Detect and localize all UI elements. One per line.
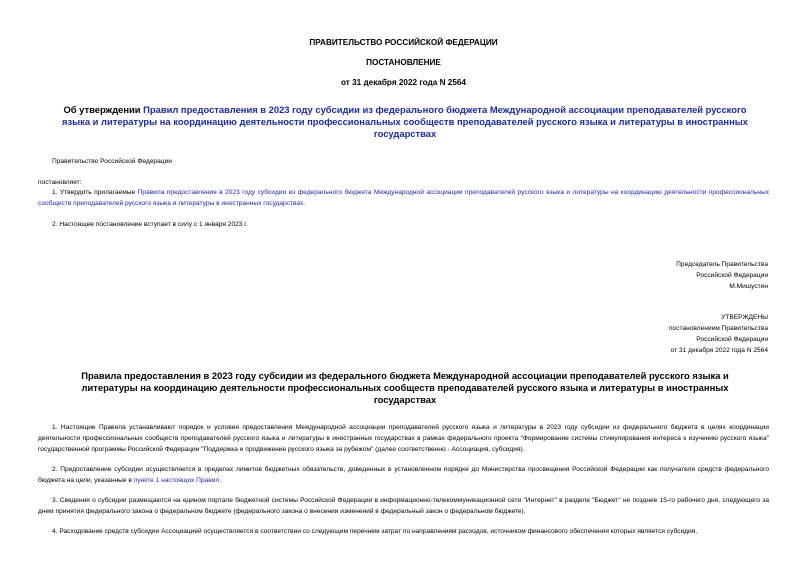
paragraph-1-prefix: 1. Утвердить прилагаемые [52, 189, 138, 196]
signature-country: Российской Федерации [696, 272, 768, 279]
rules-title: Правила предоставления в 2023 году субсидии из федерального бюджета Международной ассоциации преподавателей русского языка и литературы на координацию деятельности профессиональных сообществ преподавателей русского языка и литературы в иностранных государствах [81, 370, 729, 405]
rules-paragraph-2 [38, 464, 769, 486]
approval-line-1: УТВЕРЖДЕНЫ [721, 314, 768, 321]
document-date-number: от 31 декабря 2022 года N 2564 [341, 78, 466, 87]
document-title-prefix: Об утверждении [63, 104, 144, 115]
rules-link[interactable]: Правила предоставления в 2023 году субсидии из федерального бюджета Международной ассоциации преподавателей русского языка и литературы на координацию деятельности профессиональных сообществ преподавателей русского языка и литературы в иностранных государствах. [38, 189, 769, 207]
signature-title: Председатель Правительства [676, 261, 768, 268]
government-line: Правительство Российской Федерации [52, 158, 172, 165]
rules-paragraph-2-prefix: 2. Предоставление субсидии осуществляется в пределах лимитов бюджетных обязательств, доведенных в установленном порядке до Министерства просвещения Российской Федерации как получателя средств федерального бюджета на цели, указанные в [38, 466, 769, 484]
approval-line-4: от 31 декабря 2022 года N 2564 [670, 347, 768, 354]
government-header: ПРАВИТЕЛЬСТВО РОССИЙСКОЙ ФЕДЕРАЦИИ [309, 38, 498, 47]
approval-line-2: постановлением Правительства [668, 325, 768, 332]
rules-paragraph-2-suffix: . [219, 477, 222, 484]
approval-block [560, 312, 768, 356]
document-title-link[interactable]: Правил предоставления в 2023 году субсидии из федерального бюджета Международной ассоциации преподавателей русского языка и литературы на координацию деятельности профессиональных сообществ преподавателей русского языка и литературы в иностранных государствах [62, 104, 748, 139]
decrees-line: постановляет: [38, 179, 82, 186]
rules-paragraph-4: 4. Расходование средств субсидии Ассоциацией осуществляется в соответствии со следующим перечнем затрат по направлениям расходов, источником финансового обеспечения которых является субсидия, [52, 528, 698, 535]
signature-name: М.Мишустин [729, 283, 768, 290]
paragraph-2: 2. Настоящее постановление вступает в силу с 1 января 2023 г. [52, 221, 248, 228]
document-type: ПОСТАНОВЛЕНИЕ [366, 58, 441, 67]
paragraph-1 [38, 187, 769, 209]
signature-block [560, 259, 768, 292]
rules-paragraph-3: 3. Сведения о субсидии размещаются на едином портале бюджетной системы Российской Федерации в информационно-телекоммуникационной сети "Интернет" в разделе "Бюджет" не позднее 15-го рабочего дня, следующего за днем принятия федерального закона о федеральном бюджете (федерального закона о внесении изменений в федеральный закон о федеральном бюджете). [38, 497, 769, 515]
document-title [60, 104, 750, 140]
rules-paragraph-1: 1. Настоящие Правила устанавливают порядок и условия предоставления Международной ассоциации преподавателей русского языка и литературы в 2023 году субсидии из федерального бюджета в целях координации деятельности профессиональных сообществ преподавателей русского языка и литературы в иностранных государствах в рамках федерального проекта "Формирование системы стимулирования интереса к изучению русского языка" государственной программы Российской Федерации "Поддержка и продвижение русского языка за рубежом" (далее соответственно - Ассоциация, субсидия). [38, 424, 769, 453]
approval-line-3: Российской Федерации [696, 336, 768, 343]
rules-point-1-link[interactable]: пункте 1 настоящих Правил [133, 477, 220, 484]
